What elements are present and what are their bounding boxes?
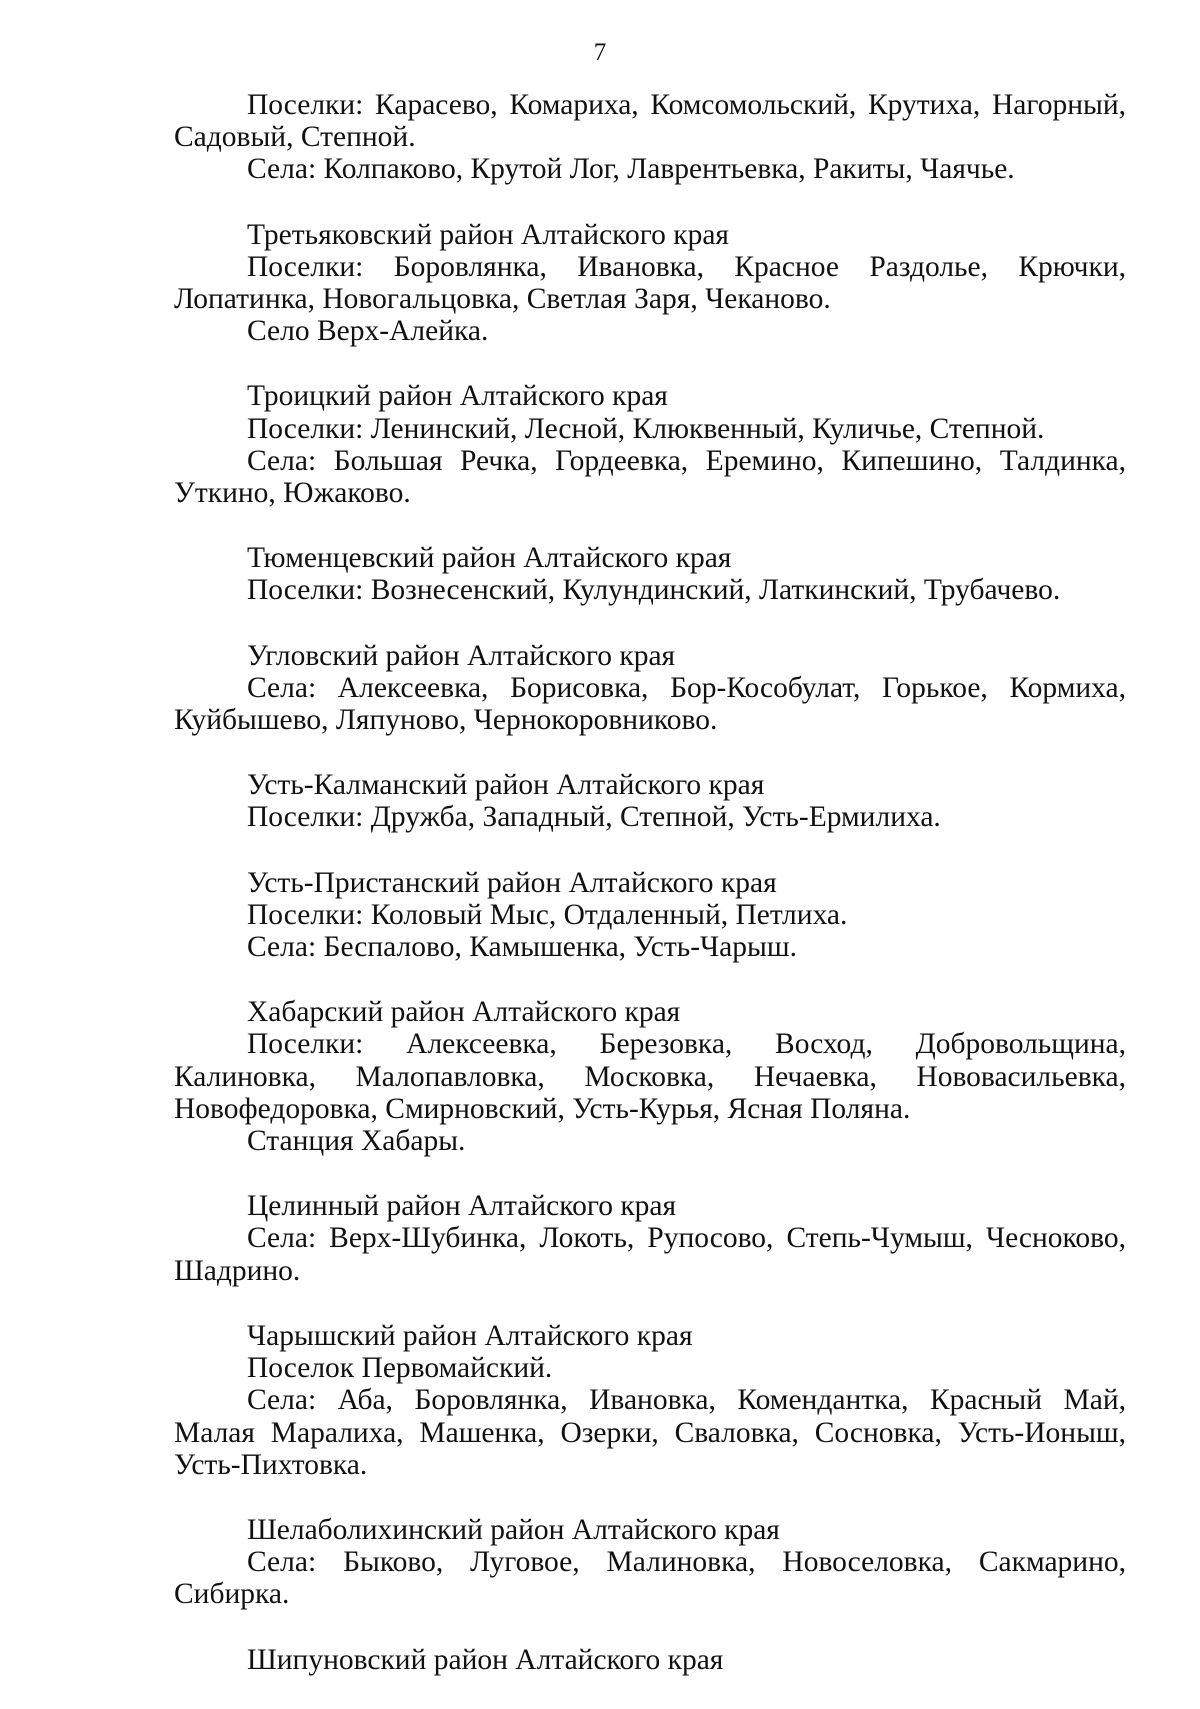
section-continued bbox=[174, 89, 1126, 186]
district-heading: Шипуновский район Алтайского края bbox=[247, 1643, 724, 1676]
section-district bbox=[174, 1644, 1126, 1676]
settlements-line: Село Верх-Алейка. bbox=[247, 315, 489, 348]
section-district bbox=[174, 542, 1126, 606]
district-heading: Угловский район Алтайского края bbox=[247, 639, 676, 672]
section-district bbox=[174, 1320, 1126, 1481]
section-district bbox=[174, 219, 1126, 348]
district-heading: Чарышский район Алтайского края bbox=[247, 1319, 693, 1352]
settlements-line: Поселки: Ленинский, Лесной, Клюквенный, Куличье, Степной. bbox=[247, 412, 1045, 445]
section-district bbox=[174, 1514, 1126, 1611]
district-heading: Троицкий район Алтайского края bbox=[247, 380, 668, 413]
settlements-line: Села: Алексеевка, Борисовка, Бор-Кособулат, Горькое, Кормиха, Куйбышево, Ляпуново, Чернокоровниково. bbox=[174, 671, 1126, 737]
settlements-line: Поселок Первомайский. bbox=[247, 1352, 553, 1385]
district-heading: Шелаболихинский район Алтайского края bbox=[247, 1513, 780, 1546]
page-number: 7 bbox=[593, 39, 607, 66]
settlements-line: Поселки: Боровлянка, Ивановка, Красное Раздолье, Крючки, Лопатинка, Новогальцовка, Светлая Заря, Чеканово. bbox=[174, 250, 1126, 316]
section-district bbox=[174, 769, 1126, 833]
section-district bbox=[174, 640, 1126, 737]
settlements-line: Села: Быково, Луговое, Малиновка, Новоселовка, Сакмарино, Сибирка. bbox=[174, 1546, 1126, 1611]
settlements-line: Села: Верх-Шубинка, Локоть, Рупосово, Степь-Чумыш, Чесноково, Шадрино. bbox=[174, 1222, 1126, 1287]
section-district bbox=[174, 996, 1126, 1157]
section-district bbox=[174, 380, 1126, 509]
settlements-line: Села: Колпаково, Крутой Лог, Лаврентьевка, Ракиты, Чаячье. bbox=[247, 153, 1015, 186]
settlements-line: Станция Хабары. bbox=[247, 1125, 466, 1158]
district-heading: Усть-Пристанский район Алтайского края bbox=[247, 866, 777, 899]
settlements-line: Села: Беспалово, Камышенка, Усть-Чарыш. bbox=[247, 931, 797, 964]
district-heading: Целинный район Алтайского края bbox=[247, 1190, 677, 1223]
section-district bbox=[174, 867, 1126, 964]
settlements-line: Поселки: Карасево, Комариха, Комсомольский, Крутиха, Нагорный, Садовый, Степной. bbox=[174, 89, 1126, 154]
district-heading: Тюменцевский район Алтайского края bbox=[247, 542, 732, 575]
settlements-line: Поселки: Дружба, Западный, Степной, Усть-Ермилиха. bbox=[247, 801, 941, 834]
settlements-line: Поселки: Коловый Мыс, Отдаленный, Петлиха. bbox=[247, 898, 848, 931]
section-district bbox=[174, 1190, 1126, 1287]
document-body bbox=[174, 89, 1126, 1709]
settlements-line: Села: Большая Речка, Гордеевка, Еремино, Кипешино, Талдинка, Уткино, Южаково. bbox=[174, 444, 1126, 510]
district-heading: Хабарский район Алтайского края bbox=[247, 996, 681, 1029]
district-heading: Усть-Калманский район Алтайского края bbox=[247, 769, 765, 802]
settlements-line: Поселки: Алексеевка, Березовка, Восход, Добровольщина, Калиновка, Малопавловка, Московка, Нечаевка, Нововасильевка, Новофедоровка, Смирновский, Усть-Курья, Ясная Поляна. bbox=[174, 1028, 1126, 1125]
district-heading: Третьяковский район Алтайского края bbox=[247, 218, 729, 251]
settlements-line: Села: Аба, Боровлянка, Ивановка, Комендантка, Красный Май, Малая Маралиха, Машенка, Озерки, Сваловка, Сосновка, Усть-Ионыш, Усть-Пихтовка. bbox=[174, 1384, 1126, 1481]
settlements-line: Поселки: Вознесенский, Кулундинский, Латкинский, Трубачево. bbox=[247, 574, 1061, 607]
